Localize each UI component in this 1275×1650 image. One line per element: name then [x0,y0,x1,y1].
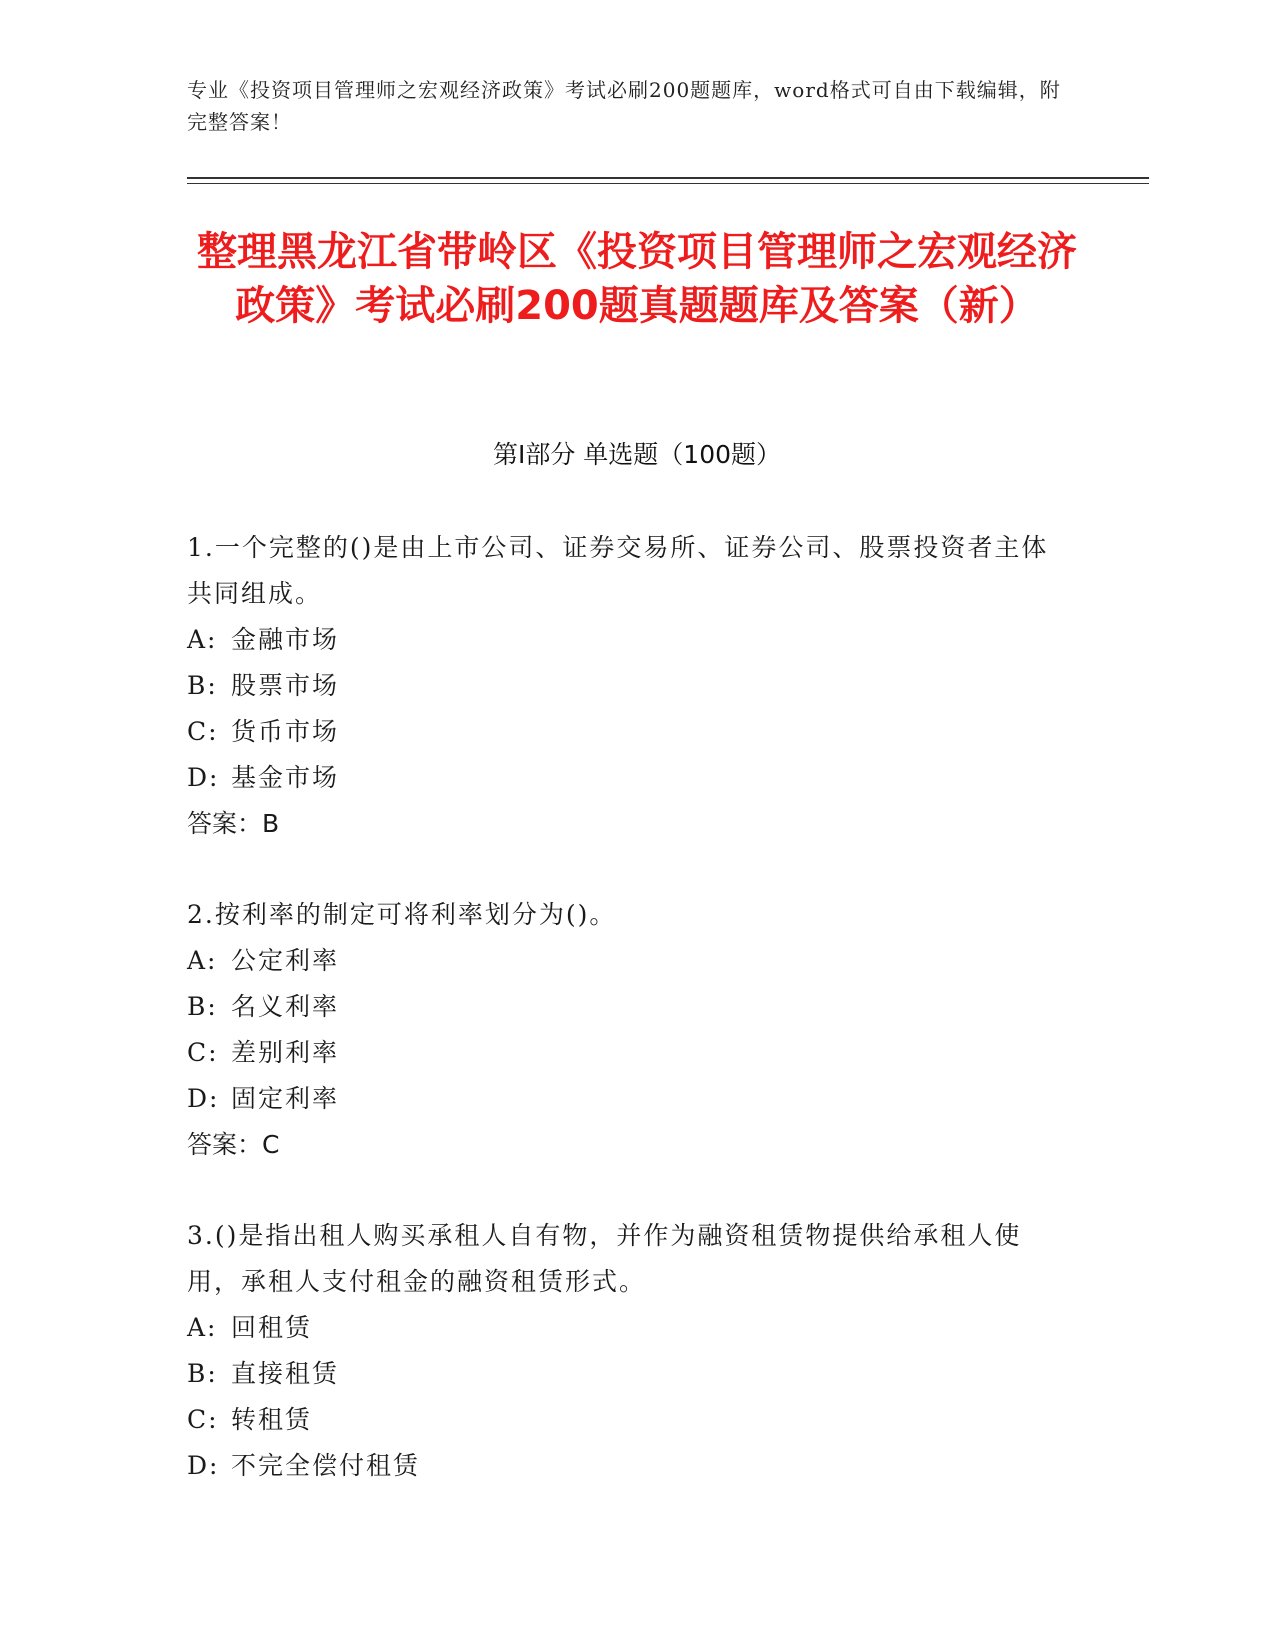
header-note: 专业《投资项目管理师之宏观经济政策》考试必刷200题题库，word格式可自由下载编辑，附完整答案！ [187,78,1061,134]
option-c [187,709,1067,755]
option-key: C: [187,1038,219,1067]
section-title: 第I部分 单选题（100题） [492,440,782,469]
option-d [187,1076,1067,1122]
question-3 [187,1213,1067,1489]
option-text: 货币市场 [231,717,340,746]
option-key: C: [187,1405,219,1434]
question-stem: 1.一个完整的()是由上市公司、证券交易所、证券公司、股票投资者主体共同组成。 [187,533,1049,608]
option-key: A: [187,625,218,654]
answer-line: 答案：B [187,809,280,838]
option-text: 不完全偿付租赁 [231,1451,421,1480]
option-a [187,938,1067,984]
option-b [187,1351,1067,1397]
option-key: D: [187,1084,220,1113]
option-key: B: [187,671,218,700]
option-c [187,1030,1067,1076]
question-2 [187,892,1067,1168]
option-key: C: [187,717,219,746]
option-b [187,984,1067,1030]
answer-line: 答案：C [187,1130,280,1159]
question-1 [187,525,1067,847]
option-key: B: [187,992,218,1021]
question-stem: 3.()是指出租人购买承租人自有物，并作为融资租赁物提供给承租人使用，承租人支付租金的融资租赁形式。 [187,1221,1022,1296]
question-list [187,525,1067,1534]
question-stem: 2.按利率的制定可将利率划分为()。 [187,900,617,929]
option-text: 回租赁 [231,1313,313,1342]
option-text: 差别利率 [231,1038,340,1067]
option-key: D: [187,763,220,792]
option-a [187,617,1067,663]
option-text: 名义利率 [231,992,340,1021]
option-c [187,1397,1067,1443]
option-text: 金融市场 [231,625,340,654]
option-text: 固定利率 [231,1084,340,1113]
option-key: A: [187,946,218,975]
header-divider-thick [187,177,1149,179]
option-text: 股票市场 [231,671,340,700]
header-divider-thin [187,183,1149,184]
option-text: 公定利率 [231,946,340,975]
option-key: D: [187,1451,220,1480]
option-text: 转租赁 [231,1405,313,1434]
option-key: B: [187,1359,218,1388]
document-title: 整理黑龙江省带岭区《投资项目管理师之宏观经济政策》考试必刷200题真题题库及答案（新） [197,229,1077,329]
option-key: A: [187,1313,218,1342]
option-a [187,1305,1067,1351]
option-text: 基金市场 [231,763,340,792]
option-d [187,755,1067,801]
option-text: 直接租赁 [231,1359,340,1388]
option-d [187,1443,1067,1489]
option-b [187,663,1067,709]
